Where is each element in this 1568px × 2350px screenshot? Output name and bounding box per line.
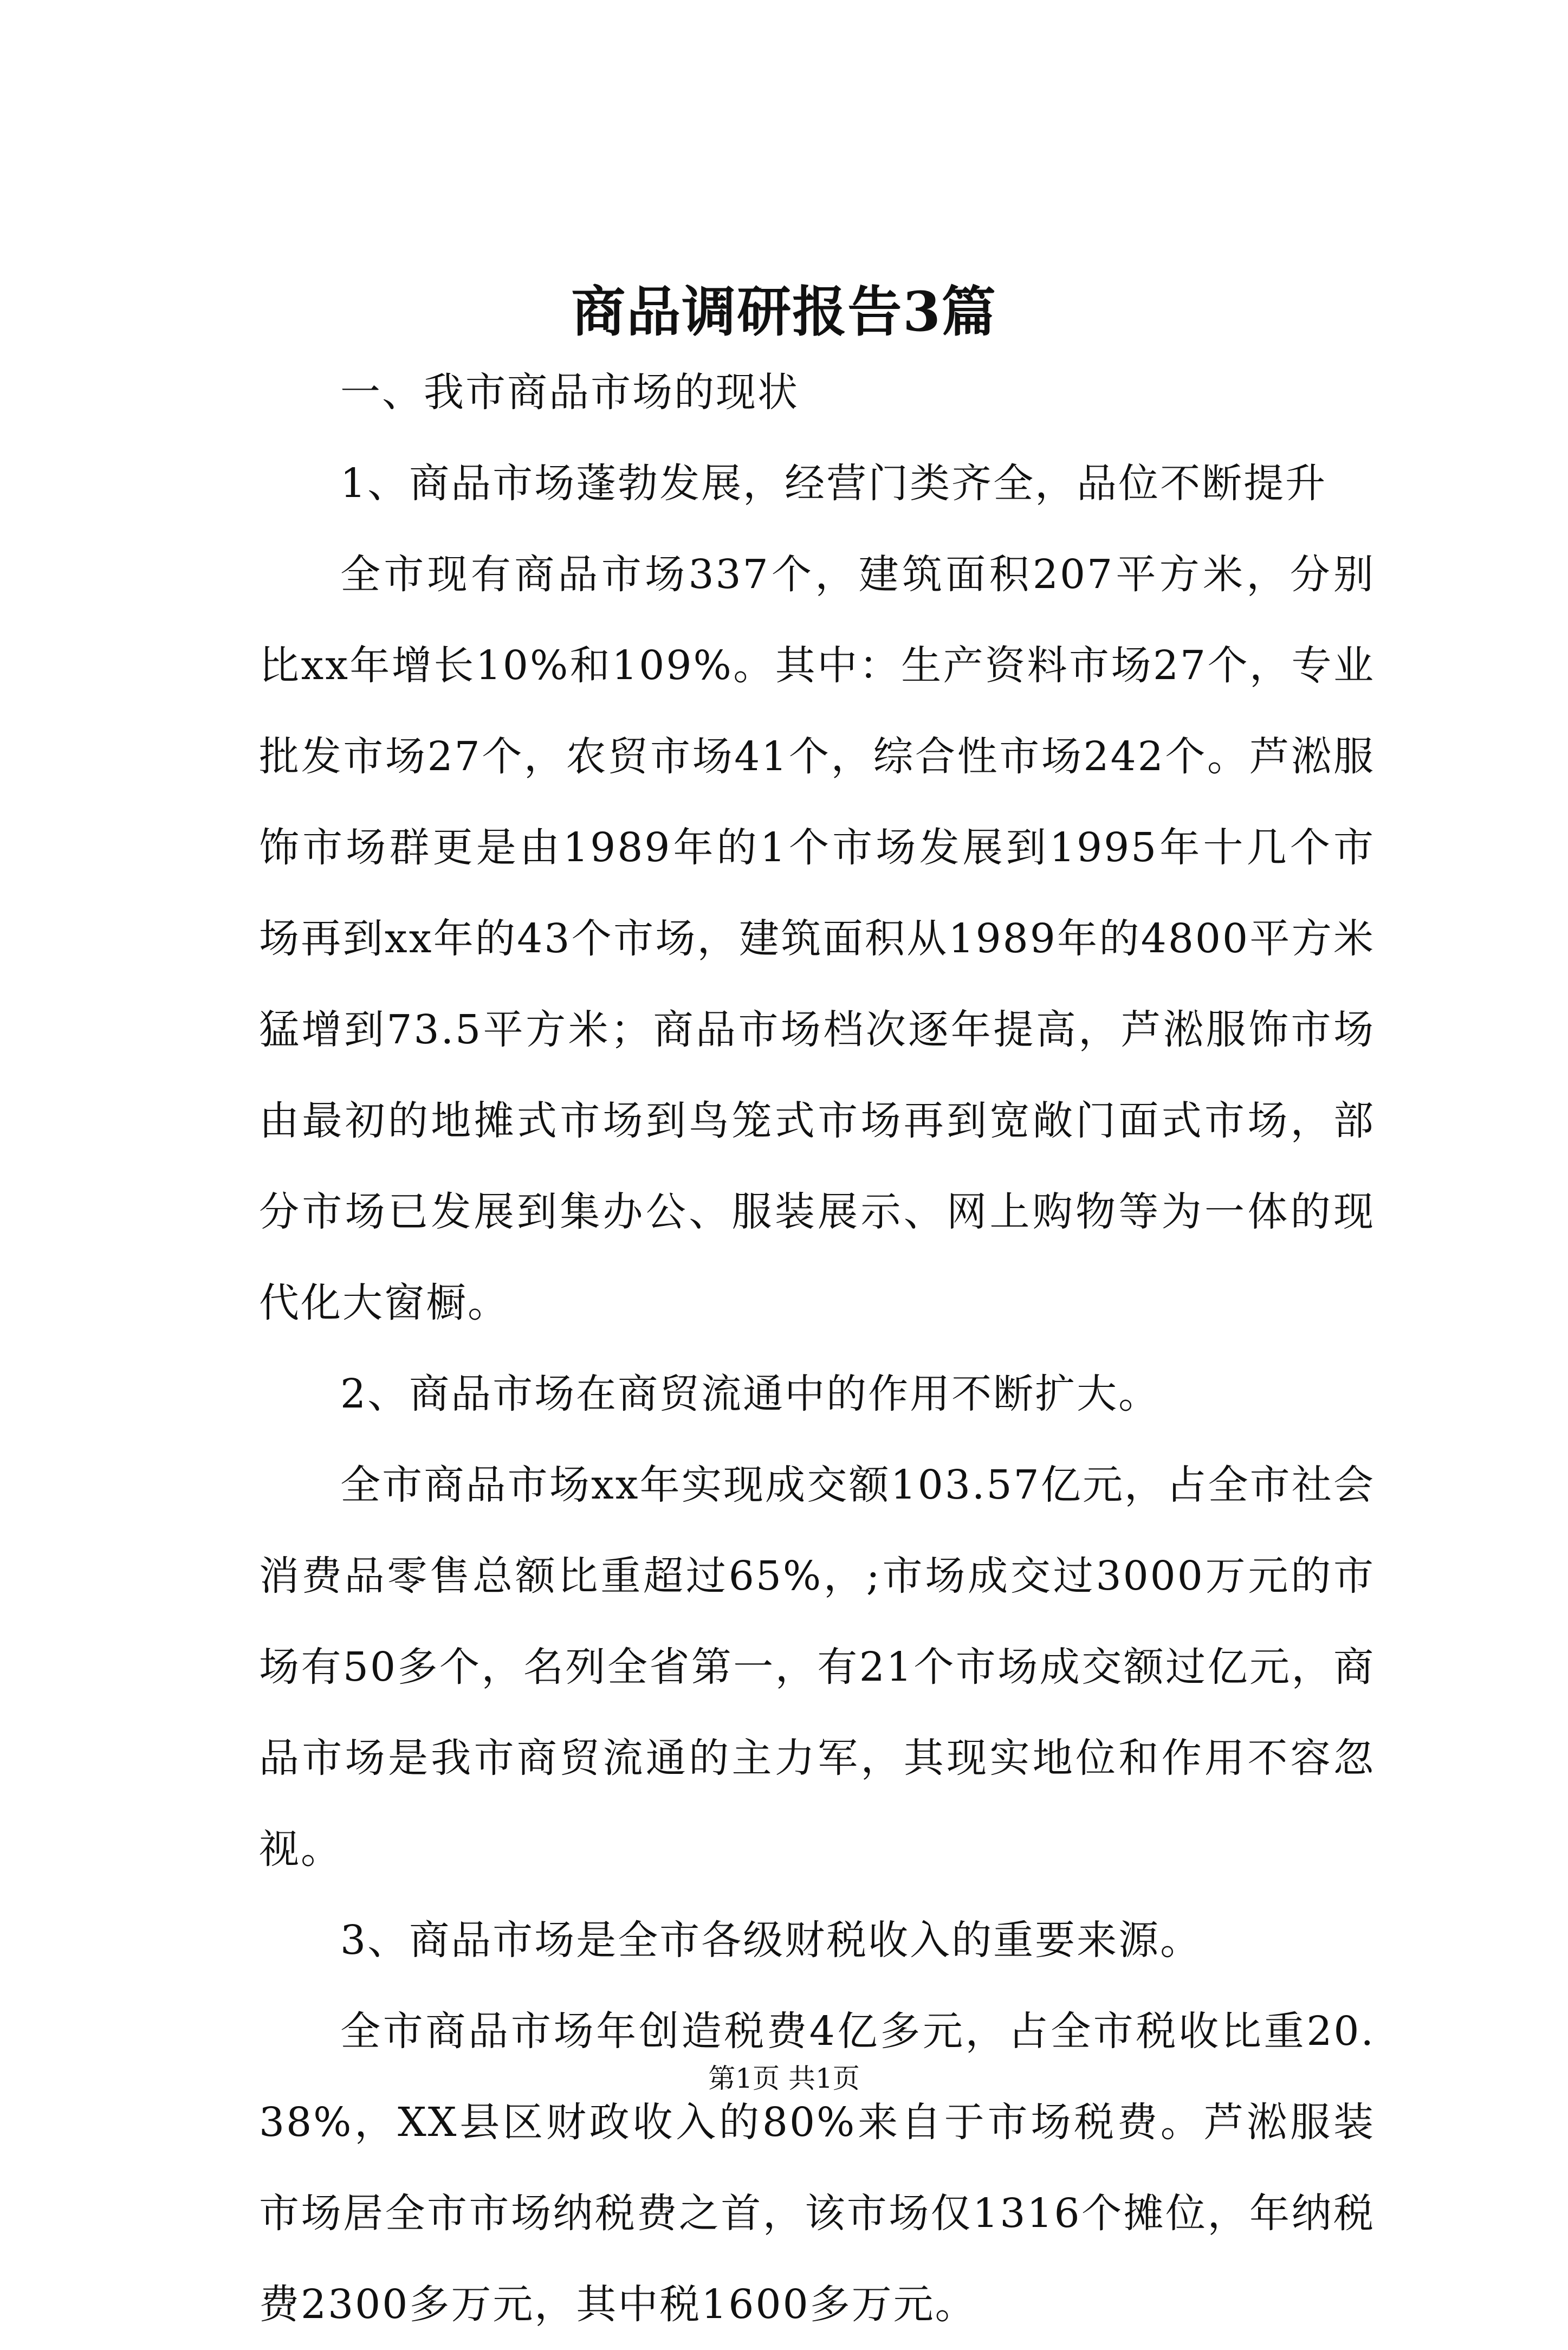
- page-footer: 第1页 共1页: [708, 2063, 860, 2094]
- subsection-heading: 1、商品市场蓬勃发展，经营门类齐全，品位不断提升: [340, 460, 1327, 507]
- document-title: 商品调研报告3篇: [571, 280, 997, 344]
- subsection-heading: 2、商品市场在商贸流通中的作用不断扩大。: [340, 1371, 1161, 1417]
- body-paragraph: 全市商品市场xx年实现成交额103.57亿元，占全市社会消费品零售总额比重超过65%，;市场成交过3000万元的市场有50多个，名列全省第一，有21个市场成交额过亿元，商品市场是我市商贸流通的主力军，其现实地位和作用不容忽视。: [259, 1462, 1375, 1873]
- subsection-heading: 3、商品市场是全市各级财税收入的重要来源。: [340, 1917, 1202, 1964]
- section-heading: 一、我市商品市场的现状: [340, 369, 799, 416]
- document-body: [259, 347, 1375, 2350]
- body-paragraph: 全市现有商品市场337个，建筑面积207平方米，分别比xx年增长10%和109%。其中：生产资料市场27个，专业批发市场27个，农贸市场41个，综合性市场242个。芦淞服饰市场群更是由1989年的1个市场发展到1995年十几个市场再到xx年的43个市场，建筑面积从1989年的4800平方米猛增到73.5平方米；商品市场档次逐年提高，芦淞服饰市场由最初的地摊式市场到鸟笼式市场再到宽敞门面式市场，部分市场已发展到集办公、服装展示、网上购物等为一体的现代化大窗橱。: [259, 551, 1375, 1326]
- body-paragraph: 全市商品市场年创造税费4亿多元，占全市税收比重20.38%，XX县区财政收入的80%来自于市场税费。芦淞服装市场居全市市场纳税费之首，该市场仅1316个摊位，年纳税费2300多万元，其中税1600多万元。: [259, 2008, 1375, 2328]
